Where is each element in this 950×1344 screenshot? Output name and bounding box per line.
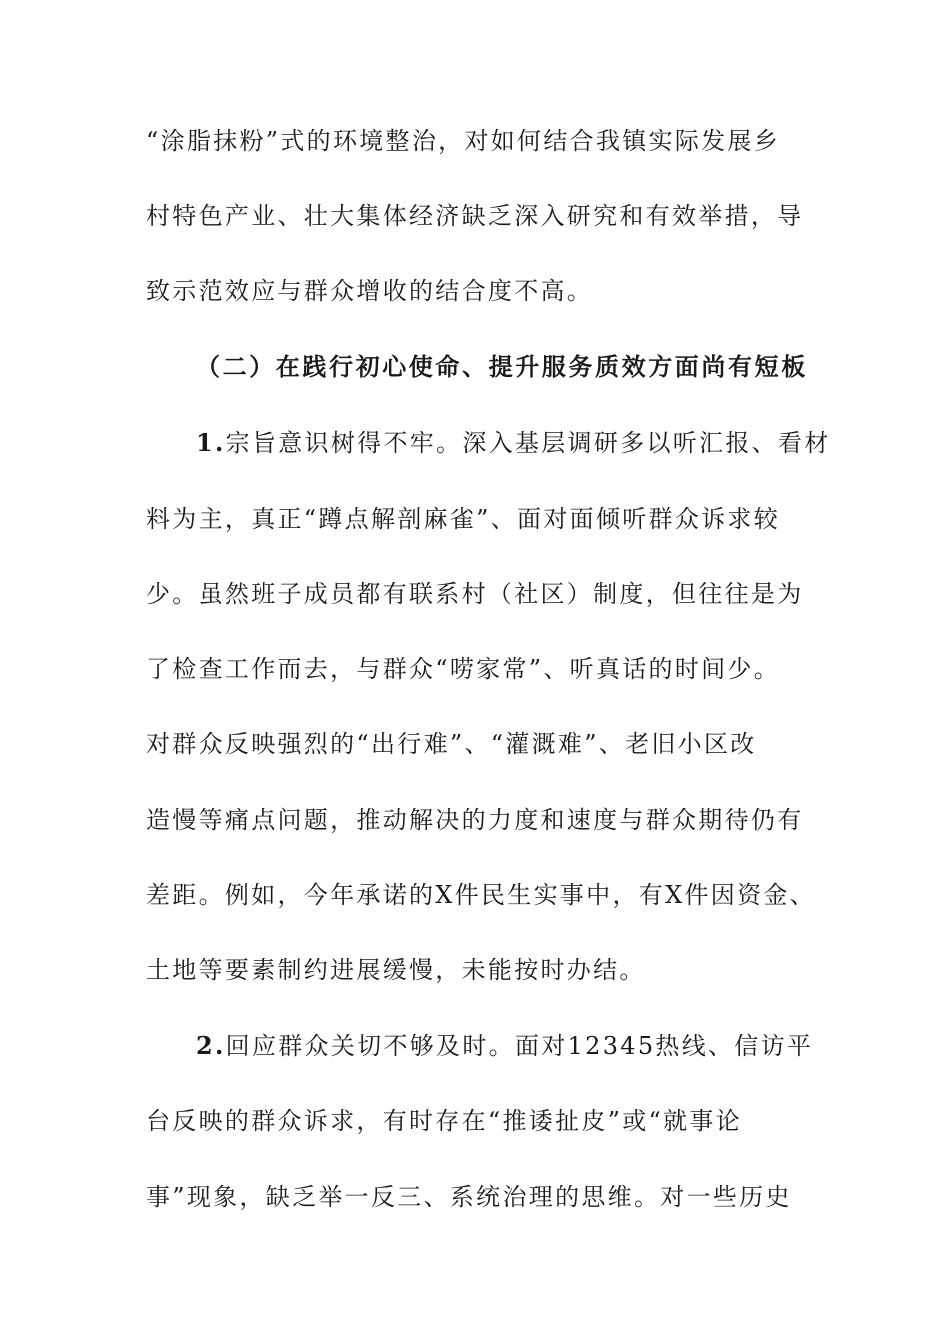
paragraph-line: “涂脂抹粉”式的环境整治，对如何结合我镇实际发展乡 xyxy=(146,127,781,155)
paragraph-line: 少。虽然班子成员都有联系村（社区）制度，但往往是为 xyxy=(146,580,804,608)
item-2-first-line xyxy=(196,1031,876,1061)
paragraph-line: 对群众反映强烈的“出行难”、“灌溉难”、老旧小区改 xyxy=(146,730,757,758)
item-1-text: 宗旨意识树得不牢。深入基层调研多以听汇报、看材 xyxy=(225,429,831,457)
paragraph-line: 了检查工作而去，与群众“唠家常”、听真话的时间少。 xyxy=(146,655,781,683)
item-2-number: 2. xyxy=(196,1031,226,1060)
paragraph-line: 台反映的群众诉求，有时存在“推诿扯皮”或“就事论 xyxy=(146,1107,743,1135)
item-2-text: 回应群众关切不够及时。面对12345热线、信访平 xyxy=(225,1032,814,1060)
paragraph-line: 料为主，真正“蹲点解剖麻雀”、面对面倾听群众诉求较 xyxy=(146,505,781,533)
section-heading: （二）在践行初心使命、提升服务质效方面尚有短板 xyxy=(196,352,808,381)
paragraph-line: 致示范效应与群众增收的结合度不高。 xyxy=(146,277,594,305)
paragraph-line: 造慢等痛点问题，推动解决的力度和速度与群众期待仍有 xyxy=(146,806,804,834)
item-1-number: 1. xyxy=(196,428,226,457)
paragraph-line: 事”现象，缺乏举一反三、系统治理的思维。对一些历史 xyxy=(146,1183,792,1211)
paragraph-line: 村特色产业、壮大集体经济缺乏深入研究和有效举措，导 xyxy=(146,202,804,230)
paragraph-line: 土地等要素制约进展缓慢，未能按时办结。 xyxy=(146,956,646,984)
item-1-first-line xyxy=(196,428,876,458)
paragraph-line: 差距。例如，今年承诺的X件民生实事中，有X件因资金、 xyxy=(146,881,816,909)
